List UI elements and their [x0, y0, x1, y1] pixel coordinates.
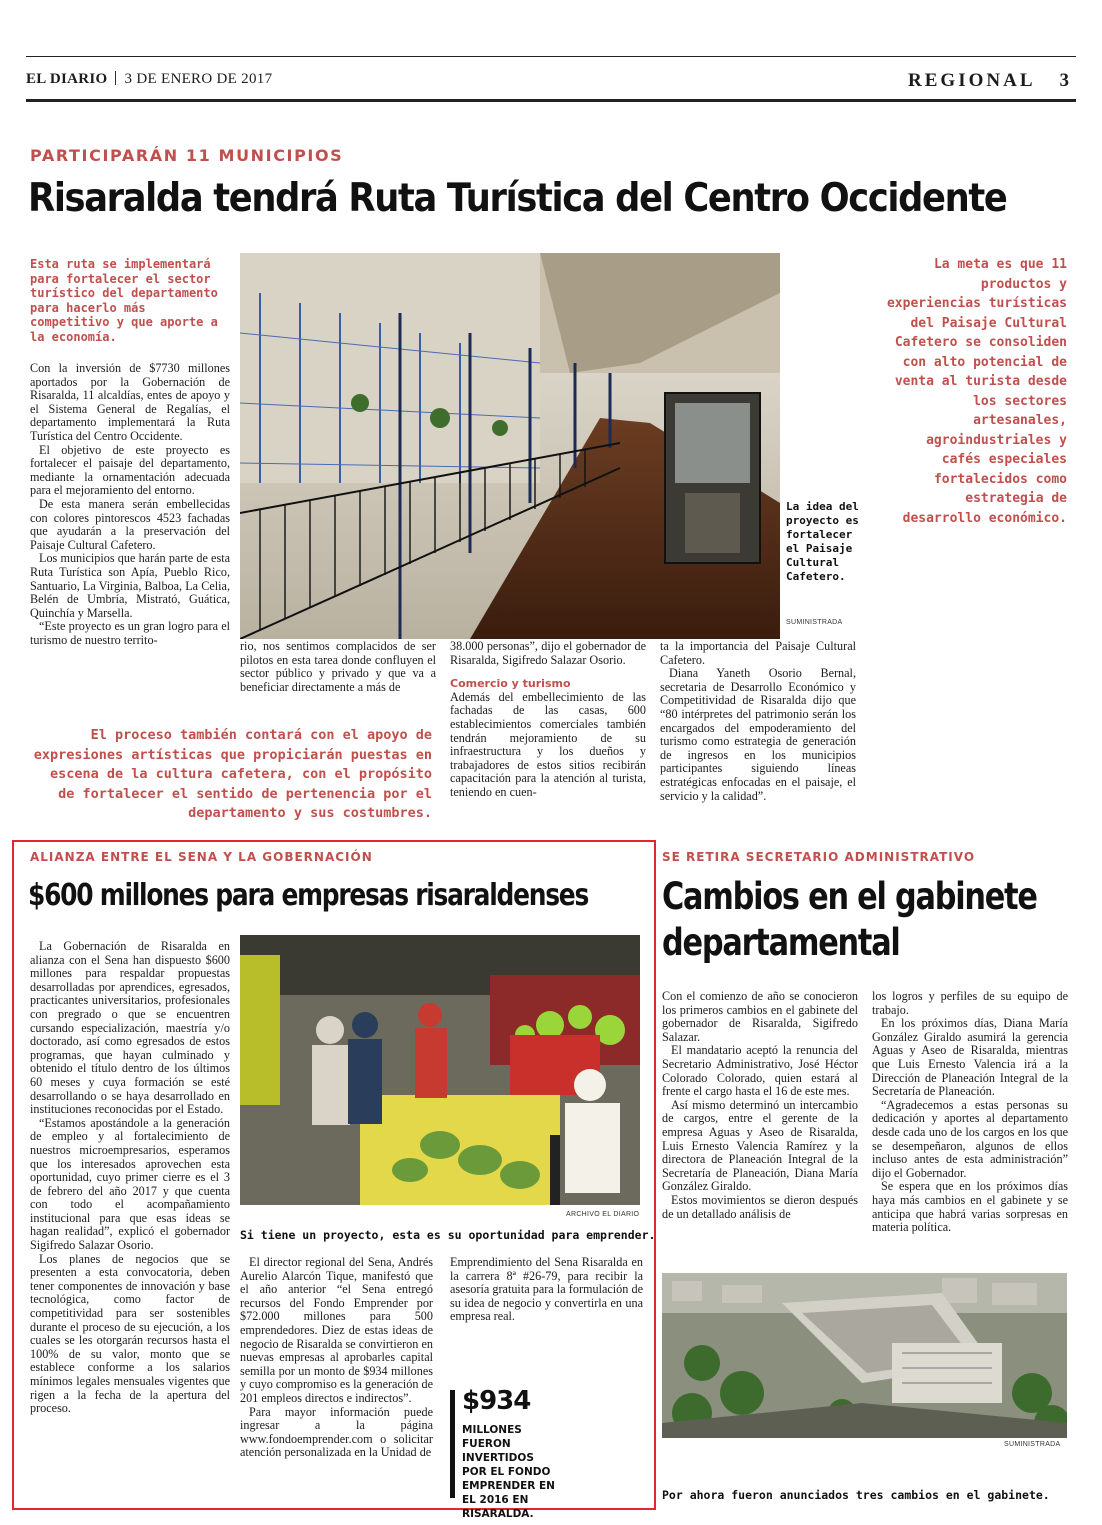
paragraph: Diana Yaneth Osorio Bernal, secretaria de Desarrollo Económico y Competitividad de Risaralda dijo que “80 intérpretes del patrimonio serán los encargados del empoderamiento del turismo como estrategia de generación de ingresos en los municipios participantes siguiendo líneas estratégicas enfocadas en el paisaje, el servicio y la calidad”. — [660, 666, 856, 803]
story1-column-3 — [450, 640, 646, 800]
story1-subhead: Comercio y turismo — [450, 677, 571, 691]
story1-column-4 — [660, 640, 856, 803]
story1-pull-quote: El proceso también contará con el apoyo de expresiones artísticas que propiciarán puestas en escena de la cultura cafetera, con el propósito de fortalecer el sentido de pertenencia por el departamento y sus costumbres. — [33, 727, 432, 821]
story1-column-2 — [240, 640, 436, 694]
story1-column-1 — [30, 362, 230, 647]
paragraph: En los próximos días, Diana María González Giraldo asumirá la gerencia Aguas y Aseo de Risaralda, mientras que Luis Ernesto Valencia irá a la Dirección de Planeación Integral de la Secretaría de Planeación. — [872, 1016, 1068, 1099]
paragraph: ta la importancia del Paisaje Cultural Cafetero. — [660, 639, 856, 667]
story3-column-2 — [872, 990, 1068, 1235]
story1-photo — [240, 253, 780, 639]
paragraph: El mandatario aceptó la renuncia del Secretario Administrativo, José Héctor Colorado Colorado, quien estará al frente el cargo hasta el 16 de este mes. — [662, 1043, 858, 1099]
paragraph: “Este proyecto es un gran logro para el turismo de nuestro territo- — [30, 619, 230, 647]
paragraph: Estos movimientos se dieron después de un detallado análisis de — [662, 1192, 858, 1221]
paragraph: “Estamos apostándole a la generación de empleo y al fortalecimiento de nuestros microempresarios, esperamos que los interesados aprovechen esta oportunidad, cuyo primer cierre es el 3 de febrero del año 2017 y que cuenta con todo el acompañamiento institucional para que esas ideas se hagan realidad”, explicó el gobernador Sigifredo Salazar Osorio. — [30, 1115, 230, 1253]
expo-image — [240, 935, 640, 1205]
story2-photo — [240, 935, 640, 1205]
paragraph: los logros y perfiles de su equipo de trabajo. — [872, 989, 1068, 1017]
paragraph: rio, nos sentimos complacidos de ser pilotos en esta tarea donde confluyen el sector público y privado y que va a beneficiar directamente a más de — [240, 639, 436, 694]
story1-lead: Esta ruta se implementará para fortalecer el sector turístico del departamento para hacerlo más competitivo y que aporte a la economía. — [30, 257, 218, 344]
story1-kicker: PARTICIPARÁN 11 MUNICIPIOS — [30, 146, 344, 165]
section-name: REGIONAL — [908, 70, 1036, 91]
aerial-image — [662, 1273, 1067, 1438]
paper-name: EL DIARIO — [26, 71, 108, 87]
story3-kicker: SE RETIRA SECRETARIO ADMINISTRATIVO — [662, 850, 976, 864]
story2-stat-value: $934 — [462, 1386, 531, 1416]
paragraph: De esta manera serán embellecidas con colores pintorescos 4523 fachadas que ayudarán a la preservación del Paisaje Cultural Cafetero. — [30, 496, 230, 552]
story3-photo-credit: SUMINISTRADA — [1004, 1441, 1061, 1448]
story3-headline-line2: departamental — [662, 921, 900, 964]
story3-photo — [662, 1273, 1067, 1438]
paragraph: “Agradecemos a estas personas su dedicación y aportes al departamento desde cada uno de los cargos en los que se desempeñaron, algunos de ellos incluso antes de esta administración” dijo el Gobernador. — [872, 1097, 1068, 1180]
paragraph: Los planes de negocios que se presenten a esta convocatoria, deben tener componentes de innovación y base tecnológica, como factor de competitividad para ser sostenibles durante el proceso de su ejecución, a los cuales se les otorgarán recursos hasta el 100% de su valor, monto que se establece conforme a los salarios mínimos legales mensuales vigentes que rigen a la fecha de la apertura del proceso. — [30, 1251, 230, 1416]
story2-headline: $600 millones para empresas risaraldenses — [28, 878, 589, 913]
story2-caption: Si tiene un proyecto, esta es su oportunidad para emprender. — [240, 1228, 656, 1242]
story2-column-1 — [30, 940, 230, 1416]
story1-headline: Risaralda tendrá Ruta Turística del Centro Occidente — [28, 176, 1007, 221]
story2-photo-credit: ARCHIVO EL DIARIO — [566, 1211, 640, 1218]
story3-headline-line1: Cambios en el gabinete — [662, 875, 1037, 918]
paragraph: Con el comienzo de año se conocieron los primeros cambios en el gabinete del gobernador de Risaralda, Sigifredo Salazar. — [662, 989, 858, 1044]
story1-caption: La idea del proyecto es fortalecer el Paisaje Cultural Cafetero. — [786, 500, 859, 583]
story2-stat-bar — [450, 1390, 455, 1498]
issue-date: 3 DE ENERO DE 2017 — [124, 71, 273, 87]
page-number: 3 — [1059, 70, 1072, 91]
paragraph: Con la inversión de $7730 millones aportados por la Gobernación de Risaralda, 11 alcaldías, entes de apoyo y el Sistema General de Regalías, el departamento implementará la Ruta Turística del Centro Occidente. — [30, 361, 230, 443]
story2-kicker: ALIANZA ENTRE EL SENA Y LA GOBERNACIÓN — [30, 850, 373, 864]
story2-column-2 — [240, 1256, 433, 1460]
paragraph: La Gobernación de Risaralda en alianza con el Sena han dispuesto $600 millones para respaldar propuestas desarrolladas por aprendices, egresados, practicantes universitarios, profesionales con pregrado o que se encuentren cursando especialización, maestría y/o doctorado, así como egresados de estos programas, que hayan culminado y obtenido el título dentro de los últimos 60 meses y cuya formación se esté desarrollando o se haya desarrollado en instituciones reconocidas por el Estado. — [30, 939, 230, 1117]
story3-column-1 — [662, 990, 858, 1221]
paragraph: Para mayor información puede ingresar a la página www.fondoemprender.com o solicitar atención personalizada en la Unidad de — [240, 1404, 433, 1460]
paragraph: Se espera que en los próximos días haya más cambios en el gabinete y se anticipa que habrá varias sorpresas en materia política. — [872, 1179, 1068, 1235]
masthead-rule — [26, 99, 1076, 102]
paragraph: 38.000 personas”, dijo el gobernador de Risaralda, Sigifredo Salazar Osorio. — [450, 639, 646, 667]
story2-column-3 — [450, 1256, 643, 1324]
paragraph: Además del embellecimiento de las fachadas de las casas, 600 establecimientos comerciales también tendrán mejoramiento de su infraestructura y los dueños y trabajadores de estos sitios recibirán capacitación para la atención al turista, teniendo en cuen- — [450, 689, 646, 799]
story3-caption: Por ahora fueron anunciados tres cambios en el gabinete. — [662, 1488, 1050, 1502]
top-rule — [26, 56, 1076, 57]
story2-stat-text: MILLONES FUERON INVERTIDOS POR EL FONDO EMPRENDER EN EL 2016 EN RISARALDA. — [462, 1424, 555, 1520]
masthead-right — [908, 70, 1072, 92]
paragraph: Los municipios que harán parte de esta Ruta Turística son Apía, Pueblo Rico, Santuario, La Virginia, Balboa, La Celia, Belén de Umbría, Mistrató, Guática, Quinchía y Marsella. — [30, 551, 230, 620]
story3-headline — [662, 874, 1037, 966]
paragraph: Emprendimiento del Sena Risaralda en la carrera 8ª #26-79, para recibir la asesoría gratuita para la formulación de su idea de negocio y convertirla en una empresa real. — [450, 1255, 643, 1324]
story1-photo-credit: SUMINISTRADA — [786, 619, 843, 626]
paragraph: Así mismo determinó un intercambio de cargos, entre el gerente de la empresa Aguas y Aseo de Risaralda, Luis Ernesto Valencia Ramírez y la directora de Planeación Integral de la Secretaría de Planeación, Diana María González Giraldo. — [662, 1097, 858, 1194]
story1-side-quote: La meta es que 11 productos y experiencias turísticas del Paisaje Cultural Cafetero se consoliden con alto potencial de venta al turista desde los sectores artesanales, agroindustriales y cafés especiales fortalecidos como estrategia de desarrollo económico. — [886, 257, 1067, 526]
paragraph: El director regional del Sena, Andrés Aurelio Alarcón Tique, manifestó que el año anterior “el Sena entregó recursos del Fondo Emprender por $72.000 millones para 500 emprendedores. Diez de estas ideas de negocio de Risaralda se convirtieron en nuevas empresas al aprobarles capital semilla por un monto de $934 millones y cuyo compromiso es la generación de 201 empleos directos e indirectos”. — [240, 1255, 433, 1405]
paragraph: El objetivo de este proyecto es fortalecer el paisaje del departamento, mediante la ornamentación adecuada para el mejoramiento del entorno. — [30, 442, 230, 498]
masthead-left — [26, 71, 272, 88]
corridor-image — [240, 253, 780, 639]
